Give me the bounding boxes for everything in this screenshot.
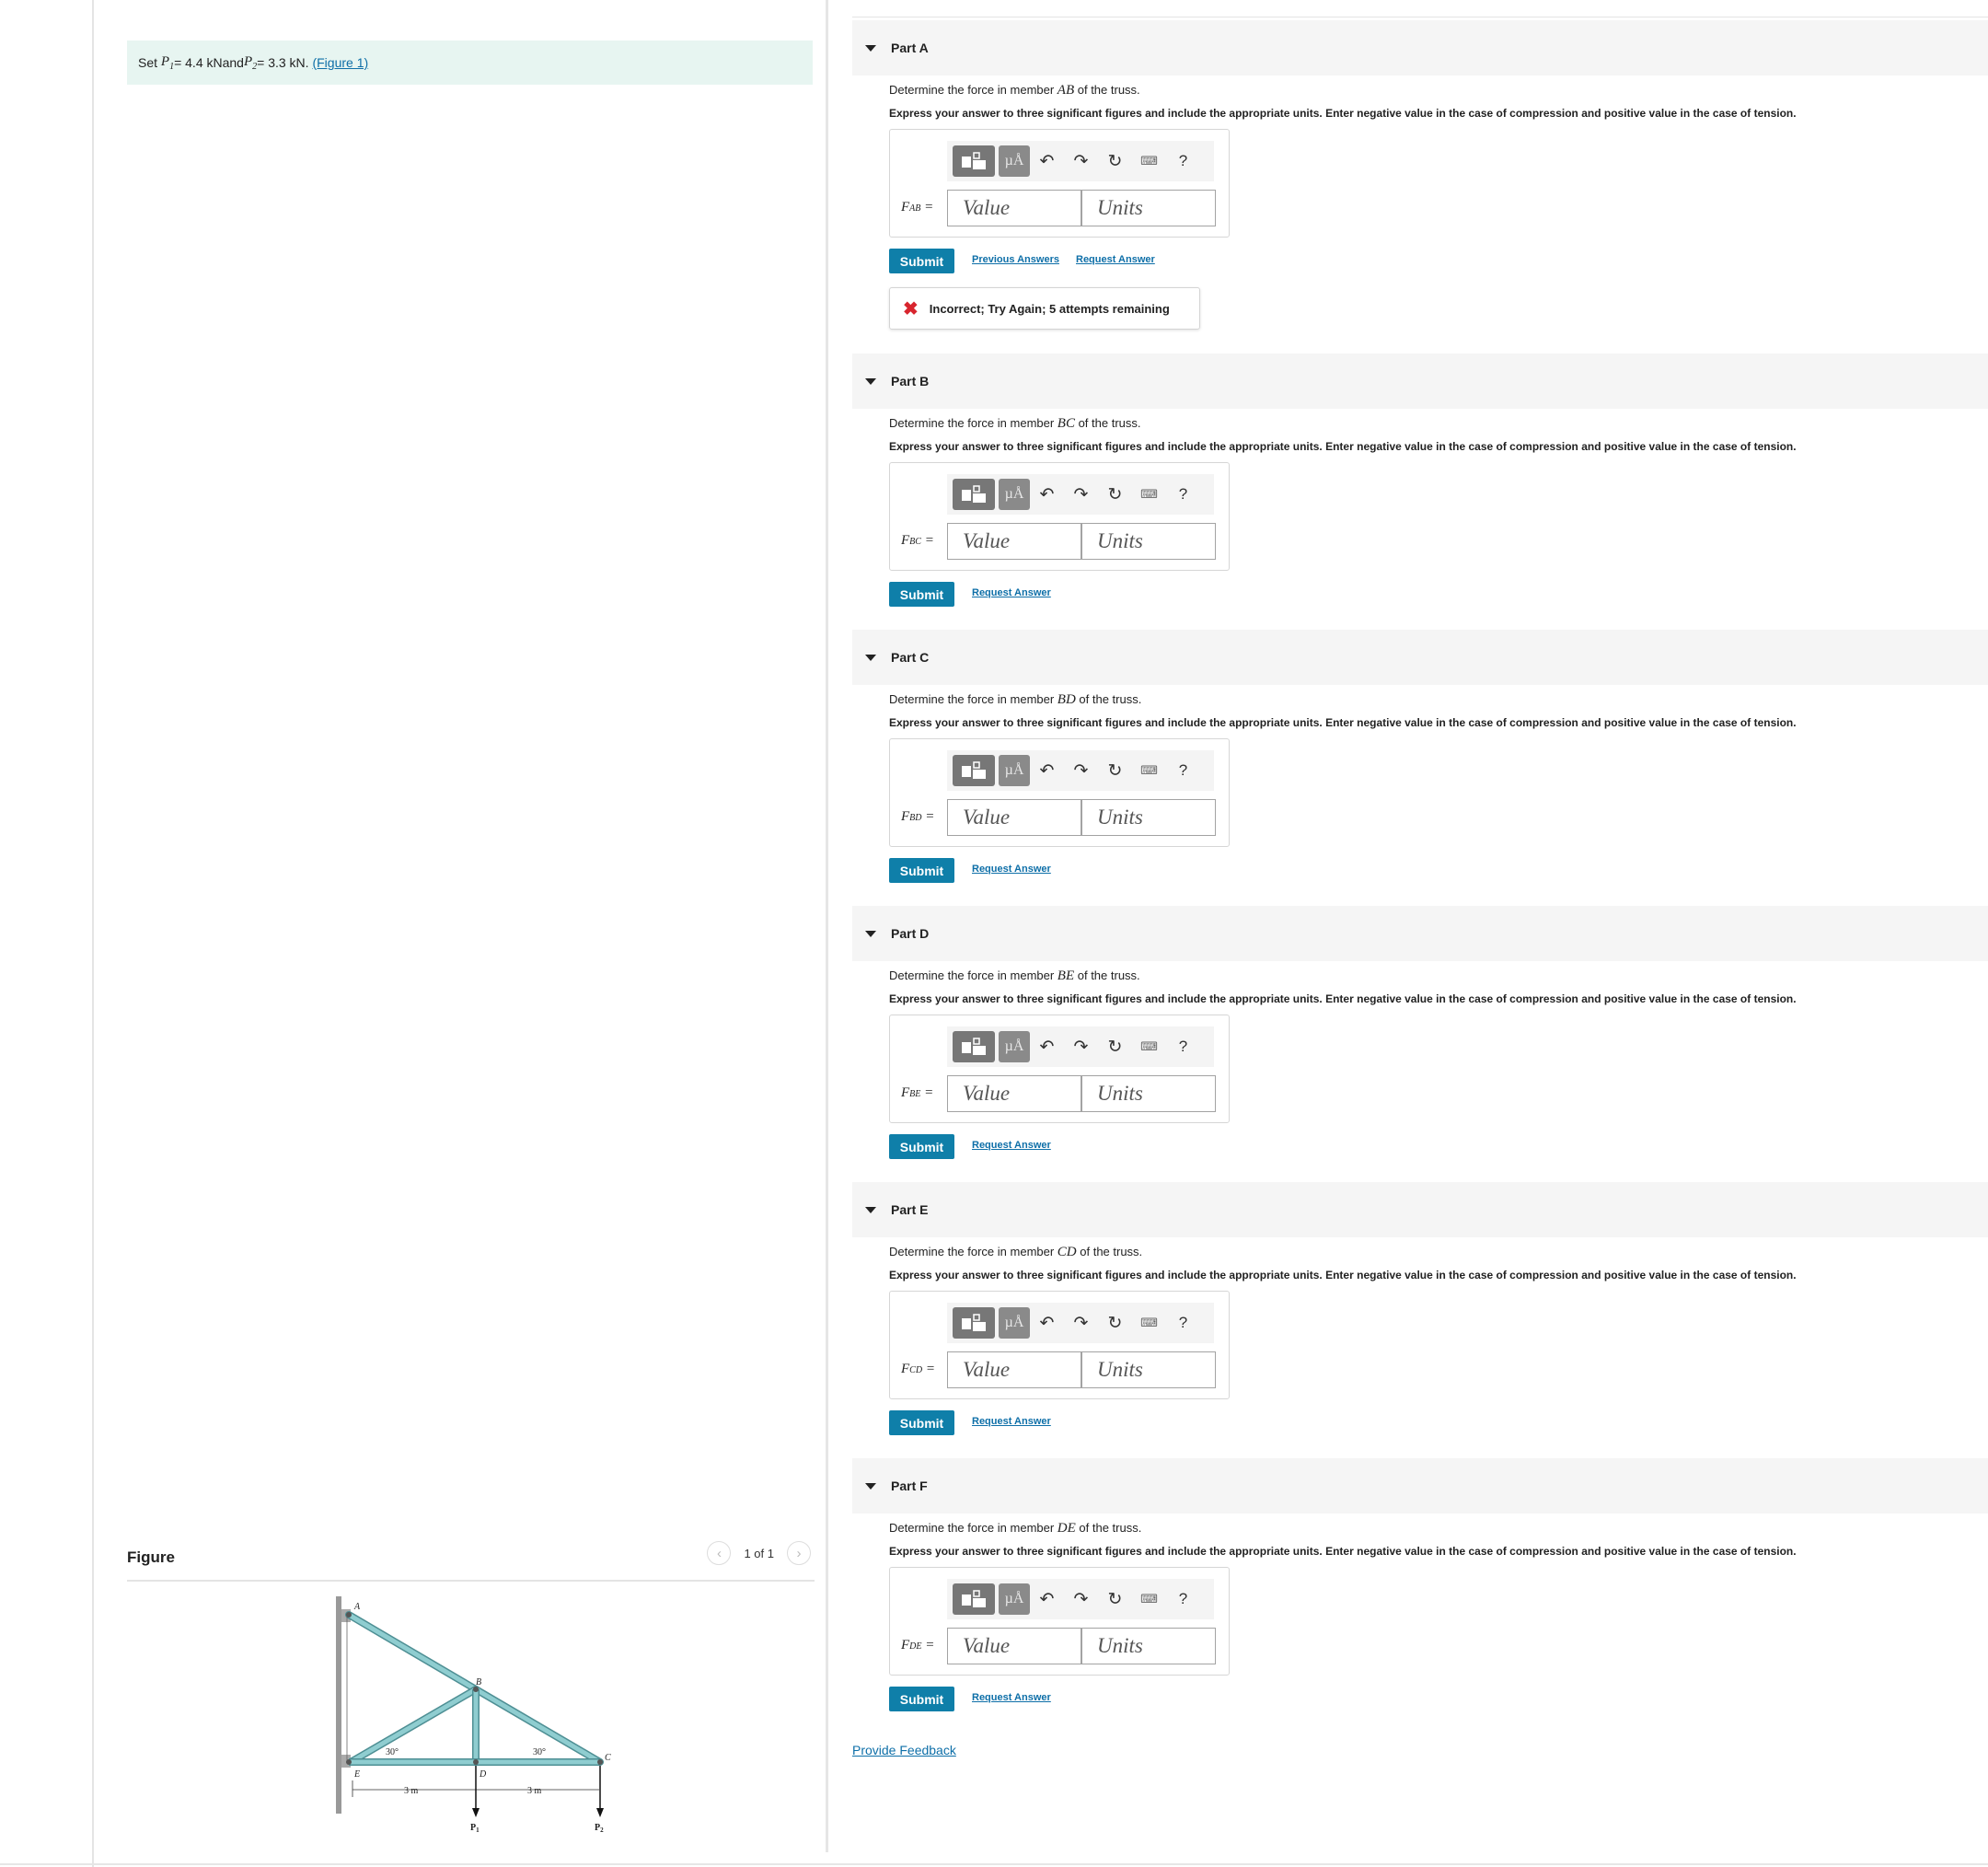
instructions: Express your answer to three significant figures and include the appropriate units. Enter negative value in the case of compression and positive value in the case of tension. bbox=[889, 992, 1797, 1005]
request-answer-link[interactable]: Request Answer bbox=[972, 1140, 1051, 1151]
p2-value: = 3.3 kN. bbox=[257, 55, 309, 70]
instructions: Express your answer to three significant figures and include the appropriate units. Enter negative value in the case of compression and positive value in the case of tension. bbox=[889, 716, 1797, 729]
caret-down-icon bbox=[865, 1483, 876, 1490]
submit-button[interactable]: Submit bbox=[889, 1410, 954, 1435]
keyboard-icon[interactable]: ⌨ bbox=[1140, 154, 1158, 168]
next-figure-button[interactable]: › bbox=[787, 1541, 811, 1565]
redo-icon[interactable]: ↷ bbox=[1073, 1589, 1089, 1609]
units-input[interactable]: Units bbox=[1081, 799, 1216, 836]
units-input[interactable]: Units bbox=[1081, 1628, 1216, 1664]
question-text: Determine the force in member CD of the truss. bbox=[889, 1245, 1143, 1259]
answer-box bbox=[889, 1567, 1230, 1676]
reset-icon[interactable]: ↻ bbox=[1107, 1589, 1123, 1609]
undo-icon[interactable]: ↶ bbox=[1039, 1313, 1055, 1333]
answer-label: FBC = bbox=[901, 533, 934, 548]
reset-icon[interactable]: ↻ bbox=[1107, 1037, 1123, 1057]
label-a: A bbox=[354, 1602, 361, 1612]
value-input[interactable]: Value bbox=[947, 1628, 1081, 1664]
templates-button[interactable] bbox=[953, 1583, 995, 1615]
part-b bbox=[852, 354, 1988, 602]
units-button[interactable]: µÅ bbox=[999, 1583, 1030, 1615]
caret-down-icon bbox=[865, 931, 876, 937]
units-input[interactable]: Units bbox=[1081, 1351, 1216, 1388]
keyboard-icon[interactable]: ⌨ bbox=[1140, 1592, 1158, 1606]
value-input[interactable]: Value bbox=[947, 1075, 1081, 1112]
instructions: Express your answer to three significant figures and include the appropriate units. Enter negative value in the case of compression and positive value in the case of tension. bbox=[889, 1269, 1797, 1281]
undo-icon[interactable]: ↶ bbox=[1039, 1589, 1055, 1609]
templates-button[interactable] bbox=[953, 1031, 995, 1062]
answer-label: FBD = bbox=[901, 809, 935, 824]
redo-icon[interactable]: ↷ bbox=[1073, 151, 1089, 171]
part-a bbox=[852, 20, 1988, 319]
feedback-text: Incorrect; Try Again; 5 attempts remaining bbox=[929, 301, 1170, 316]
undo-icon[interactable]: ↶ bbox=[1039, 151, 1055, 171]
part-b-header[interactable] bbox=[852, 354, 1988, 409]
label-c: C bbox=[605, 1753, 611, 1763]
answer-box bbox=[889, 129, 1230, 238]
part-title: Part D bbox=[891, 926, 930, 941]
units-input[interactable]: Units bbox=[1081, 523, 1216, 560]
math-toolbar bbox=[947, 1579, 1214, 1619]
submit-button[interactable]: Submit bbox=[889, 858, 954, 883]
math-toolbar bbox=[947, 141, 1214, 181]
problem-statement bbox=[127, 41, 813, 85]
help-icon[interactable]: ? bbox=[1178, 1038, 1188, 1055]
part-title: Part B bbox=[891, 374, 930, 388]
reset-icon[interactable]: ↻ bbox=[1107, 151, 1123, 171]
keyboard-icon[interactable]: ⌨ bbox=[1140, 763, 1158, 777]
question-text: Determine the force in member BD of the truss. bbox=[889, 692, 1142, 707]
keyboard-icon[interactable]: ⌨ bbox=[1140, 1316, 1158, 1329]
p1-symbol: $P_1$ bbox=[160, 53, 175, 72]
units-button[interactable]: µÅ bbox=[999, 1307, 1030, 1339]
help-icon[interactable]: ? bbox=[1178, 1314, 1188, 1331]
templates-button[interactable] bbox=[953, 755, 995, 786]
units-button[interactable]: µÅ bbox=[999, 479, 1030, 510]
caret-down-icon bbox=[865, 378, 876, 385]
templates-button[interactable] bbox=[953, 145, 995, 177]
part-title: Part E bbox=[891, 1202, 929, 1217]
panel-divider bbox=[826, 0, 828, 1852]
answer-box bbox=[889, 462, 1230, 571]
instructions: Express your answer to three significant figures and include the appropriate units. Enter negative value in the case of compression and positive value in the case of tension. bbox=[889, 440, 1797, 453]
figure-header bbox=[127, 1541, 815, 1582]
label-e: E bbox=[354, 1769, 361, 1780]
caret-down-icon bbox=[865, 45, 876, 52]
previous-answers-link[interactable]: Previous Answers bbox=[972, 254, 1059, 265]
answer-box bbox=[889, 738, 1230, 847]
math-toolbar bbox=[947, 750, 1214, 791]
redo-icon[interactable]: ↷ bbox=[1073, 1037, 1089, 1057]
units-button[interactable]: µÅ bbox=[999, 1031, 1030, 1062]
undo-icon[interactable]: ↶ bbox=[1039, 760, 1055, 781]
units-button[interactable]: µÅ bbox=[999, 145, 1030, 177]
part-title: Part F bbox=[891, 1479, 928, 1493]
problem-prefix: Set bbox=[138, 55, 158, 70]
redo-icon[interactable]: ↷ bbox=[1073, 1313, 1089, 1333]
redo-icon[interactable]: ↷ bbox=[1073, 484, 1089, 504]
wall-support bbox=[336, 1596, 341, 1814]
figure-link[interactable]: (Figure 1) bbox=[312, 55, 369, 70]
truss-figure bbox=[327, 1589, 621, 1838]
prev-figure-button[interactable]: ‹ bbox=[707, 1541, 731, 1565]
label-angle-2: 30° bbox=[533, 1747, 546, 1757]
question-text: Determine the force in member BC of the truss. bbox=[889, 416, 1141, 431]
value-input[interactable]: Value bbox=[947, 190, 1081, 226]
request-answer-link[interactable]: Request Answer bbox=[972, 864, 1051, 875]
request-answer-link[interactable]: Request Answer bbox=[972, 1692, 1051, 1703]
label-d: D bbox=[480, 1769, 487, 1780]
answer-label: FAB = bbox=[901, 200, 934, 215]
submit-button[interactable]: Submit bbox=[889, 582, 954, 607]
p1-value: = 4.4 kN bbox=[174, 55, 223, 70]
value-input[interactable]: Value bbox=[947, 1351, 1081, 1388]
problem-and: and bbox=[222, 55, 244, 70]
label-dim-2: 3 m bbox=[527, 1786, 542, 1796]
part-d bbox=[852, 906, 1988, 1154]
part-a-header[interactable] bbox=[852, 20, 1988, 75]
templates-button[interactable] bbox=[953, 1307, 995, 1339]
submit-button[interactable]: Submit bbox=[889, 1134, 954, 1159]
help-icon[interactable]: ? bbox=[1178, 152, 1188, 169]
request-answer-link[interactable]: Request Answer bbox=[1076, 254, 1155, 265]
help-icon[interactable]: ? bbox=[1178, 1590, 1188, 1607]
units-input[interactable]: Units bbox=[1081, 1075, 1216, 1112]
part-title: Part A bbox=[891, 41, 929, 55]
label-angle-1: 30° bbox=[386, 1747, 399, 1757]
part-c bbox=[852, 630, 1988, 878]
undo-icon[interactable]: ↶ bbox=[1039, 1037, 1055, 1057]
keyboard-icon[interactable]: ⌨ bbox=[1140, 1039, 1158, 1053]
value-input[interactable]: Value bbox=[947, 523, 1081, 560]
redo-icon[interactable]: ↷ bbox=[1073, 760, 1089, 781]
answer-box bbox=[889, 1015, 1230, 1123]
submit-button[interactable]: Submit bbox=[889, 249, 954, 273]
answer-label: FBE = bbox=[901, 1085, 934, 1100]
keyboard-icon[interactable]: ⌨ bbox=[1140, 487, 1158, 501]
question-text: Determine the force in member DE of the truss. bbox=[889, 1521, 1142, 1536]
label-dim-1: 3 m bbox=[404, 1786, 419, 1796]
part-d-header[interactable] bbox=[852, 906, 1988, 961]
incorrect-feedback bbox=[889, 287, 1200, 330]
answer-box bbox=[889, 1291, 1230, 1399]
bottom-rule bbox=[0, 1863, 1988, 1865]
part-e-header[interactable] bbox=[852, 1182, 1988, 1237]
units-input[interactable]: Units bbox=[1081, 190, 1216, 226]
label-p2: $P_2$ bbox=[595, 1823, 604, 1834]
part-f bbox=[852, 1458, 1988, 1707]
units-button[interactable]: µÅ bbox=[999, 755, 1030, 786]
part-title: Part C bbox=[891, 650, 930, 665]
part-f-header[interactable] bbox=[852, 1458, 1988, 1513]
figure-title: Figure bbox=[127, 1548, 175, 1566]
caret-down-icon bbox=[865, 1207, 876, 1213]
label-b: B bbox=[476, 1677, 482, 1687]
help-icon[interactable]: ? bbox=[1178, 761, 1188, 779]
submit-button[interactable]: Submit bbox=[889, 1687, 954, 1711]
instructions: Express your answer to three significant figures and include the appropriate units. Enter negative value in the case of compression and positive value in the case of tension. bbox=[889, 1545, 1797, 1558]
value-input[interactable]: Value bbox=[947, 799, 1081, 836]
label-p1: $P_1$ bbox=[470, 1823, 480, 1834]
provide-feedback-link[interactable]: Provide Feedback bbox=[852, 1743, 956, 1757]
undo-icon[interactable]: ↶ bbox=[1039, 484, 1055, 504]
question-text: Determine the force in member BE of the truss. bbox=[889, 968, 1140, 983]
request-answer-link[interactable]: Request Answer bbox=[972, 1416, 1051, 1427]
part-c-header[interactable] bbox=[852, 630, 1988, 685]
reset-icon[interactable]: ↻ bbox=[1107, 1313, 1123, 1333]
reset-icon[interactable]: ↻ bbox=[1107, 484, 1123, 504]
request-answer-link[interactable]: Request Answer bbox=[972, 587, 1051, 598]
caret-down-icon bbox=[865, 655, 876, 661]
math-toolbar bbox=[947, 474, 1214, 515]
p2-symbol: $P_2$ bbox=[243, 53, 258, 72]
instructions: Express your answer to three significant figures and include the appropriate units. Enter negative value in the case of compression and positive value in the case of tension. bbox=[889, 107, 1797, 120]
left-rail bbox=[0, 0, 94, 1867]
answer-label: FDE = bbox=[901, 1638, 935, 1652]
answer-label: FCD = bbox=[901, 1362, 935, 1376]
part-e bbox=[852, 1182, 1988, 1431]
math-toolbar bbox=[947, 1303, 1214, 1343]
error-icon: ✖ bbox=[903, 298, 919, 319]
reset-icon[interactable]: ↻ bbox=[1107, 760, 1123, 781]
templates-button[interactable] bbox=[953, 479, 995, 510]
math-toolbar bbox=[947, 1026, 1214, 1067]
figure-nav bbox=[707, 1541, 811, 1565]
question-text: Determine the force in member AB of the truss. bbox=[889, 83, 1140, 98]
figure-page-indicator: 1 of 1 bbox=[744, 1546, 774, 1560]
help-icon[interactable]: ? bbox=[1178, 485, 1188, 503]
